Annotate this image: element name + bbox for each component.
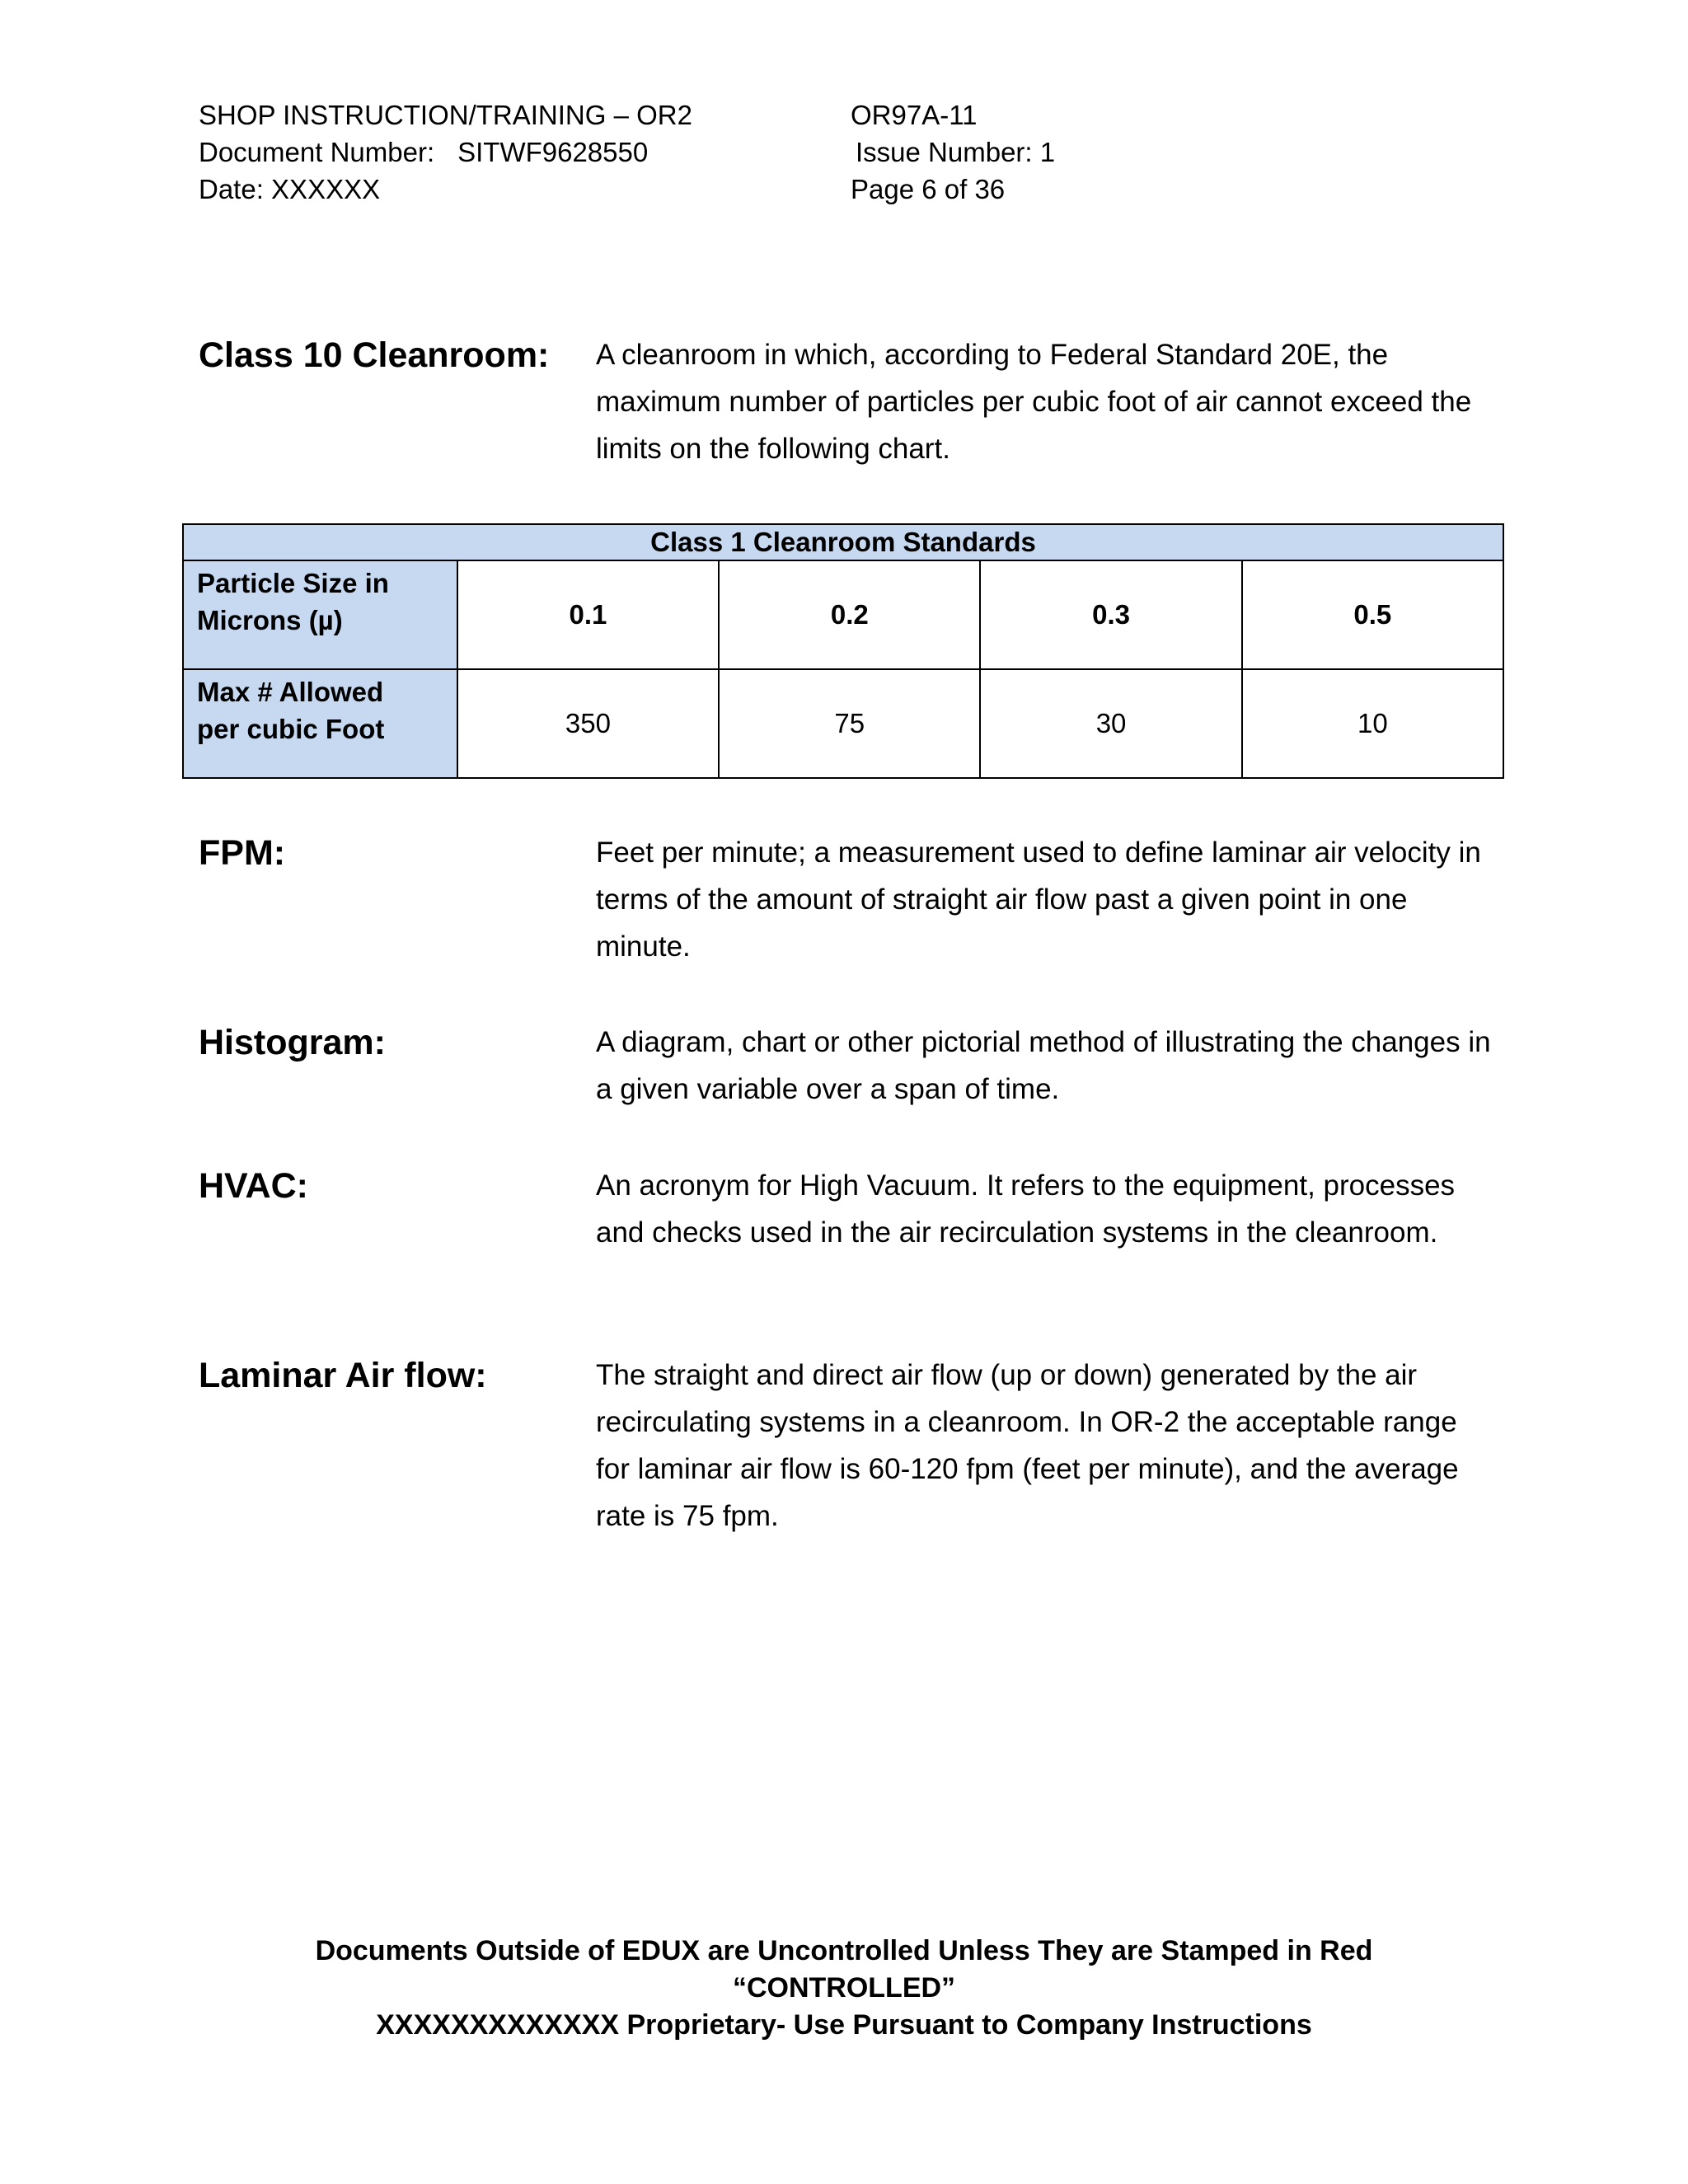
row-header-line: Microns (µ) xyxy=(197,605,343,635)
header-doc-number xyxy=(199,134,692,171)
term-label: Class 10 Cleanroom: xyxy=(199,335,550,375)
doc-number-label: Document Number: xyxy=(199,137,435,167)
term-definition: The straight and direct air flow (up or down) generated by the air recirculating systems in a cleanroom. In OR-2 the acceptable range for laminar air flow is 60-120 fpm (feet per minute), and the average rate is 75 fpm. xyxy=(596,1359,1459,1532)
term-label: HVAC: xyxy=(199,1166,308,1206)
table-row xyxy=(183,669,1503,778)
header-right xyxy=(851,96,1055,208)
term-label: FPM: xyxy=(199,833,286,873)
term-definition: A cleanroom in which, according to Federal Standard 20E, the maximum number of particles per cubic foot of air cannot exceed the limits on the following chart. xyxy=(596,339,1472,465)
footer-line: XXXXXXXXXXXXX Proprietary- Use Pursuant to Company Instructions xyxy=(376,2009,1312,2041)
table-cell: 10 xyxy=(1242,669,1503,778)
term-definition: Feet per minute; a measurement used to define laminar air velocity in terms of the amount of straight air flow past a given point in one minute. xyxy=(596,837,1481,963)
row-header-line: Particle Size in xyxy=(197,568,389,598)
row-header-line: per cubic Foot xyxy=(197,714,385,744)
row-header-line: Max # Allowed xyxy=(197,677,384,707)
term-definition: An acronym for High Vacuum. It refers to the equipment, processes and checks used in the air recirculation systems in the cleanroom. xyxy=(596,1169,1456,1249)
table-row xyxy=(183,560,1503,669)
term-label: Laminar Air flow: xyxy=(199,1356,487,1395)
doc-number-value: SITWF9628550 xyxy=(457,137,649,167)
header-code: OR97A-11 xyxy=(851,100,978,130)
footer-line: “CONTROLLED” xyxy=(732,1972,956,2004)
header-issue: Issue Number: 1 xyxy=(856,137,1056,167)
table-cell: 350 xyxy=(457,669,720,778)
table-cell: 0.2 xyxy=(719,560,980,669)
table-cell: 0.5 xyxy=(1242,560,1503,669)
header-date: Date: XXXXXX xyxy=(199,174,381,204)
table-cell: 75 xyxy=(719,669,980,778)
header-left xyxy=(199,96,692,208)
cleanroom-standards-table xyxy=(182,523,1504,779)
table-caption-row xyxy=(183,524,1503,560)
term-label: Histogram: xyxy=(199,1023,386,1062)
table-cell: 30 xyxy=(980,669,1241,778)
footer xyxy=(0,1933,1688,2044)
header-title: SHOP INSTRUCTION/TRAINING – OR2 xyxy=(199,100,692,130)
table-caption: Class 1 Cleanroom Standards xyxy=(183,524,1503,560)
term-definition: A diagram, chart or other pictorial method of illustrating the changes in a given variable over a span of time. xyxy=(596,1026,1491,1105)
row-header-max-allowed xyxy=(183,669,457,778)
header-page: Page 6 of 36 xyxy=(851,174,1006,204)
footer-line: Documents Outside of EDUX are Uncontrolled Unless They are Stamped in Red xyxy=(315,1935,1373,1966)
table-cell: 0.3 xyxy=(980,560,1241,669)
table-cell: 0.1 xyxy=(457,560,720,669)
row-header-particle-size xyxy=(183,560,457,669)
